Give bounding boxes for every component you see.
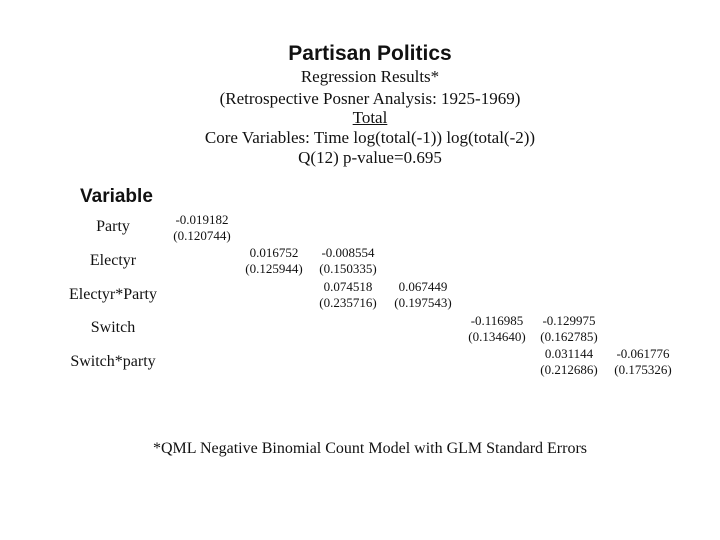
- standard-error: (0.235716): [319, 295, 377, 310]
- coefficient-value: -0.008554: [321, 245, 375, 260]
- footnote: *QML Negative Binomial Count Model with GLM Standard Errors: [152, 440, 587, 457]
- coefficient-cell: [529, 346, 609, 378]
- variable-electyr: Electyr: [89, 252, 137, 269]
- standard-error: (0.120744): [173, 228, 231, 243]
- standard-error: (0.175326): [614, 362, 672, 377]
- coefficient-cell: [383, 279, 463, 311]
- coefficient-cell: [308, 245, 388, 277]
- variable-switch: Switch: [90, 319, 136, 336]
- coefficient-value: -0.019182: [175, 212, 229, 227]
- variable-switch-party: Switch*party: [70, 353, 156, 370]
- coefficient-value: -0.116985: [470, 313, 524, 328]
- variable-column-header: Variable: [80, 186, 153, 207]
- standard-error: (0.162785): [540, 329, 598, 344]
- standard-error: (0.134640): [468, 329, 526, 344]
- subtitle-core-variables: Core Variables: Time log(total(-1)) log(total(-2)): [204, 128, 536, 147]
- subtitle-total: Total: [352, 108, 388, 127]
- coefficient-cell: [162, 212, 242, 244]
- subtitle-regression-results: Regression Results*: [300, 67, 440, 86]
- coefficient-cell: [529, 313, 609, 345]
- standard-error: (0.125944): [245, 261, 303, 276]
- coefficient-cell: [308, 279, 388, 311]
- standard-error: (0.150335): [319, 261, 377, 276]
- coefficient-value: -0.129975: [542, 313, 596, 328]
- coefficient-value: -0.061776: [616, 346, 670, 361]
- standard-error: (0.197543): [394, 295, 452, 310]
- coefficient-value: 0.016752: [249, 245, 299, 260]
- subtitle-q-pvalue: Q(12) p-value=0.695: [298, 148, 442, 167]
- coefficient-value: 0.031144: [544, 346, 594, 361]
- standard-error: (0.212686): [540, 362, 598, 377]
- variable-electyr-party: Electyr*Party: [69, 286, 157, 303]
- coefficient-value: 0.067449: [398, 279, 448, 294]
- coefficient-cell: [457, 313, 537, 345]
- subtitle-analysis-period: (Retrospective Posner Analysis: 1925-1969): [219, 89, 521, 108]
- page-title: Partisan Politics: [288, 42, 452, 65]
- coefficient-cell: [234, 245, 314, 277]
- coefficient-cell: [603, 346, 683, 378]
- coefficient-value: 0.074518: [323, 279, 373, 294]
- variable-party: Party: [96, 218, 130, 235]
